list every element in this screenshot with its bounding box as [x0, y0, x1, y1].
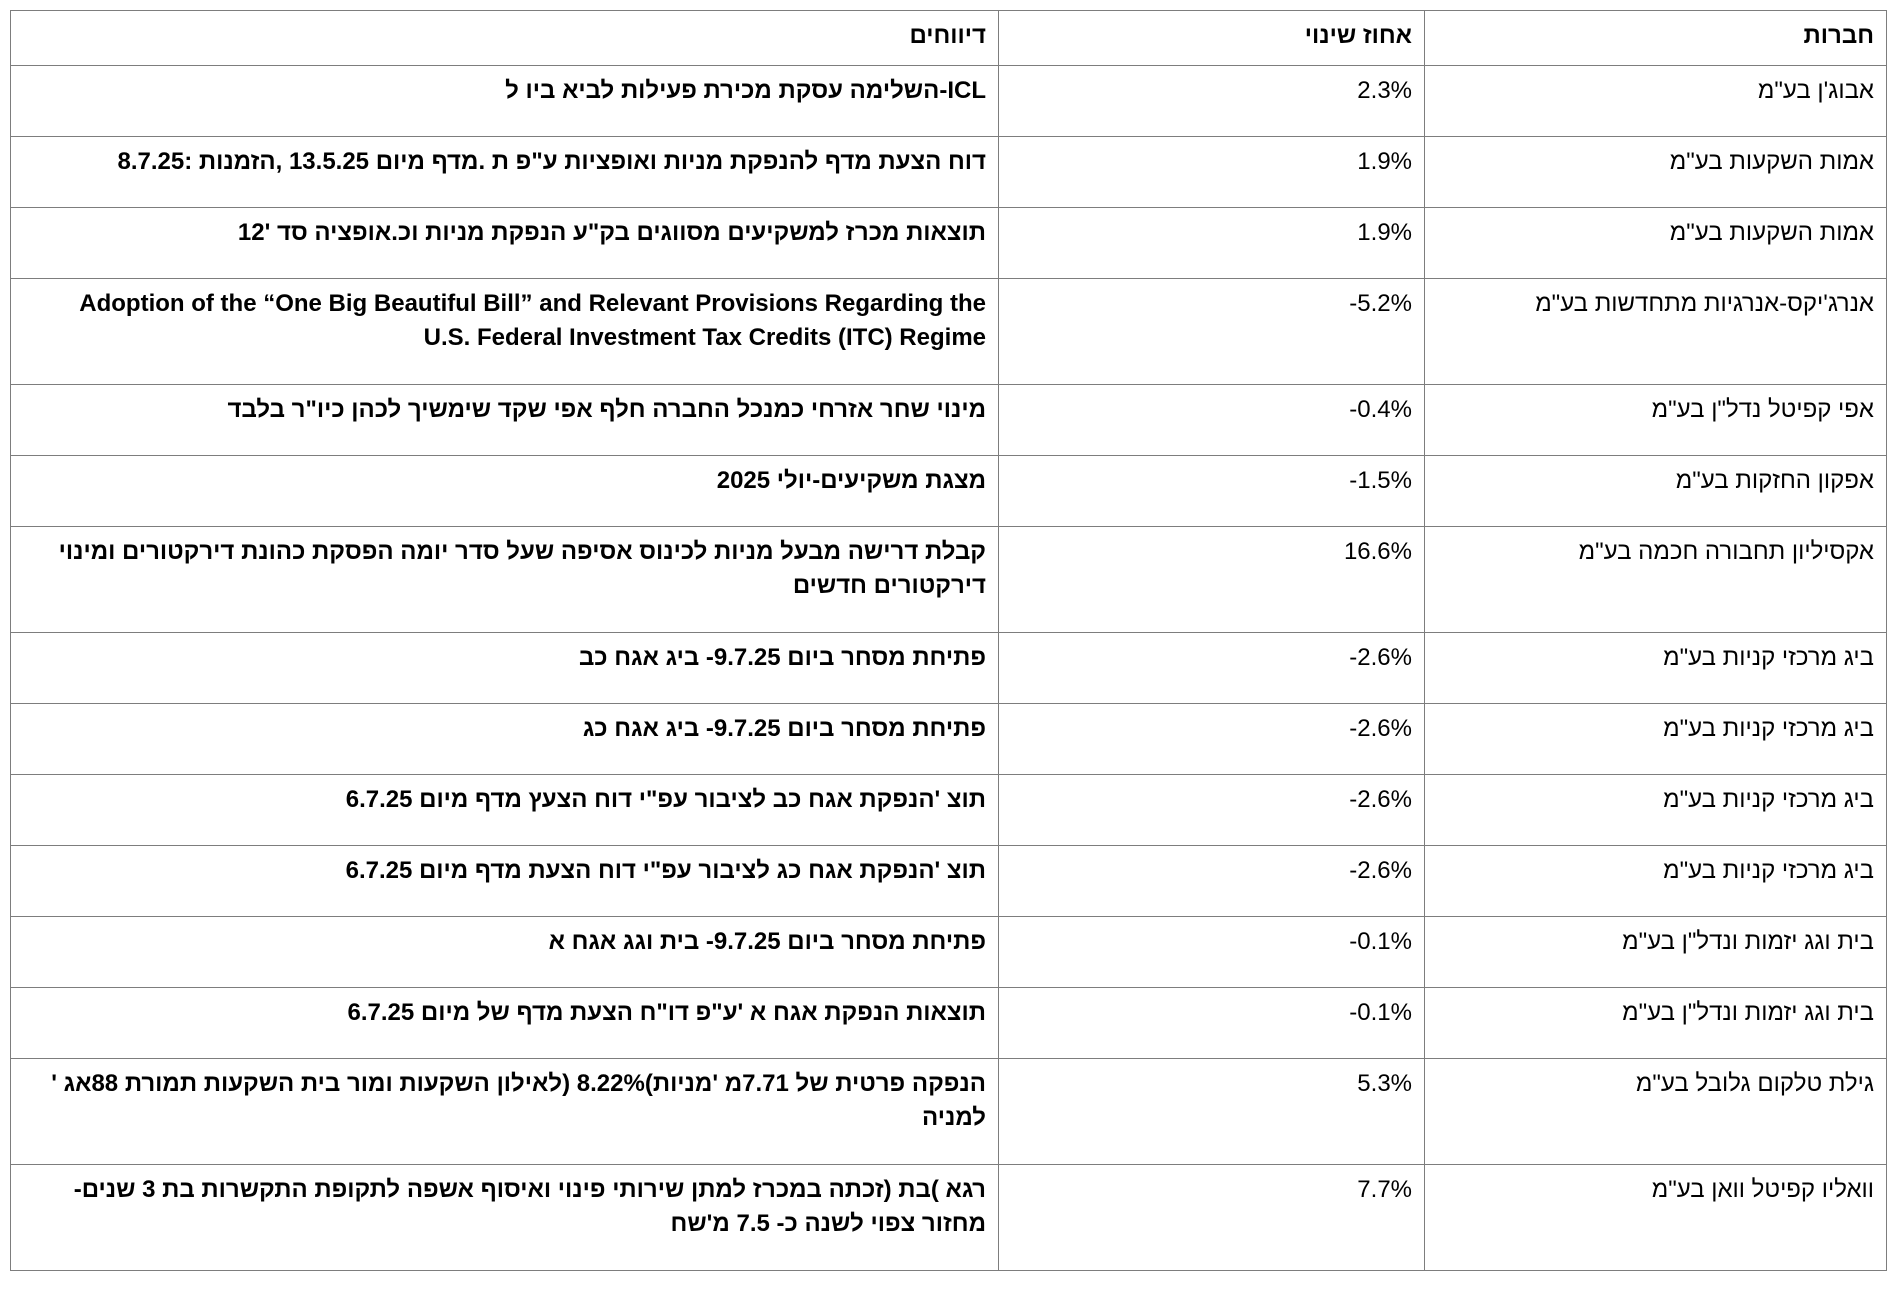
company-cell: אפי קפיטל נדל"ן בע"מ	[1425, 385, 1887, 456]
change-cell: -0.4%	[999, 385, 1425, 456]
report-cell: פתיחת מסחר ביום 9.7.25- ביג אגח כב	[11, 633, 999, 704]
report-cell: תוצאות מכרז למשקיעים מסווגים בק"ע הנפקת מניות וכ.אופציה סד '12	[11, 208, 999, 279]
report-cell: ICL-השלימה עסקת מכירת פעילות לביא ביו ל	[11, 66, 999, 137]
table-row	[11, 385, 1887, 456]
table-row	[11, 137, 1887, 208]
change-cell: -0.1%	[999, 988, 1425, 1059]
company-cell: אנרג'יקס-אנרגיות מתחדשות בע"מ	[1425, 279, 1887, 385]
table-row	[11, 66, 1887, 137]
change-cell: 7.7%	[999, 1165, 1425, 1271]
change-cell: -1.5%	[999, 456, 1425, 527]
change-cell: -2.6%	[999, 633, 1425, 704]
report-cell: פתיחת מסחר ביום 9.7.25- ביג אגח כג	[11, 704, 999, 775]
report-cell: הנפקה פרטית של 7.71מ 'מניות)8.22% (לאילון השקעות ומור בית השקעות תמורת 88אג ' למניה	[11, 1059, 999, 1165]
table-row	[11, 1165, 1887, 1271]
company-cell: ביג מרכזי קניות בע"מ	[1425, 633, 1887, 704]
company-cell: ביג מרכזי קניות בע"מ	[1425, 846, 1887, 917]
change-cell: -5.2%	[999, 279, 1425, 385]
table-row	[11, 633, 1887, 704]
report-cell: Adoption of the “One Big Beautiful Bill” and Relevant Provisions Regarding the U.S. Federal Investment Tax Credits (ITC) Regime	[11, 279, 999, 385]
change-cell: 1.9%	[999, 137, 1425, 208]
change-cell: 2.3%	[999, 66, 1425, 137]
company-cell: אפקון החזקות בע"מ	[1425, 456, 1887, 527]
company-cell: אמות השקעות בע"מ	[1425, 208, 1887, 279]
company-cell: אקסיליון תחבורה חכמה בע"מ	[1425, 527, 1887, 633]
report-cell: מצגת משקיעים-יולי 2025	[11, 456, 999, 527]
table-row	[11, 208, 1887, 279]
report-cell: תוצאות הנפקת אגח א 'ע"פ דו"ח הצעת מדף של מיום 6.7.25	[11, 988, 999, 1059]
table-row	[11, 279, 1887, 385]
report-cell: קבלת דרישה מבעל מניות לכינוס אסיפה שעל סדר יומה הפסקת כהונת דירקטורים ומינוי דירקטורים חדשים	[11, 527, 999, 633]
header-companies: חברות	[1425, 11, 1887, 66]
report-cell: תוצ 'הנפקת אגח כג לציבור עפ"י דוח הצעת מדף מיום 6.7.25	[11, 846, 999, 917]
report-cell: מינוי שחר אזרחי כמנכל החברה חלף אפי שקד שימשיך לכהן כיו"ר בלבד	[11, 385, 999, 456]
change-cell: -2.6%	[999, 704, 1425, 775]
table-row	[11, 527, 1887, 633]
header-change-percent: אחוז שינוי	[999, 11, 1425, 66]
report-cell: פתיחת מסחר ביום 9.7.25- בית וגג אגח א	[11, 917, 999, 988]
company-cell: ביג מרכזי קניות בע"מ	[1425, 775, 1887, 846]
change-cell: -0.1%	[999, 917, 1425, 988]
report-cell: תוצ 'הנפקת אגח כב לציבור עפ"י דוח הצעץ מדף מיום 6.7.25	[11, 775, 999, 846]
change-cell: 1.9%	[999, 208, 1425, 279]
company-cell: גילת טלקום גלובל בע"מ	[1425, 1059, 1887, 1165]
table-row	[11, 988, 1887, 1059]
company-cell: אמות השקעות בע"מ	[1425, 137, 1887, 208]
company-cell: אבוג'ן בע"מ	[1425, 66, 1887, 137]
table-row	[11, 456, 1887, 527]
table-row	[11, 1059, 1887, 1165]
header-row	[11, 11, 1887, 66]
change-cell: -2.6%	[999, 775, 1425, 846]
company-cell: בית וגג יזמות ונדל"ן בע"מ	[1425, 917, 1887, 988]
change-cell: 5.3%	[999, 1059, 1425, 1165]
change-cell: 16.6%	[999, 527, 1425, 633]
table-row	[11, 917, 1887, 988]
report-cell: דוח הצעת מדף להנפקת מניות ואופציות ע"פ ת .מדף מיום 13.5.25 ,הזמנות :8.7.25	[11, 137, 999, 208]
company-cell: ביג מרכזי קניות בע"מ	[1425, 704, 1887, 775]
company-cell: וואליו קפיטל וואן בע"מ	[1425, 1165, 1887, 1271]
header-reports: דיווחים	[11, 11, 999, 66]
table-row	[11, 775, 1887, 846]
change-cell: -2.6%	[999, 846, 1425, 917]
table-row	[11, 846, 1887, 917]
reports-table	[10, 10, 1887, 1271]
report-cell: רגא )בת (זכתה במכרז למתן שירותי פינוי ואיסוף אשפה לתקופת התקשרות בת 3 שנים- מחזור צפוי לשנה כ- 7.5 מ'שח	[11, 1165, 999, 1271]
table-row	[11, 704, 1887, 775]
company-cell: בית וגג יזמות ונדל"ן בע"מ	[1425, 988, 1887, 1059]
